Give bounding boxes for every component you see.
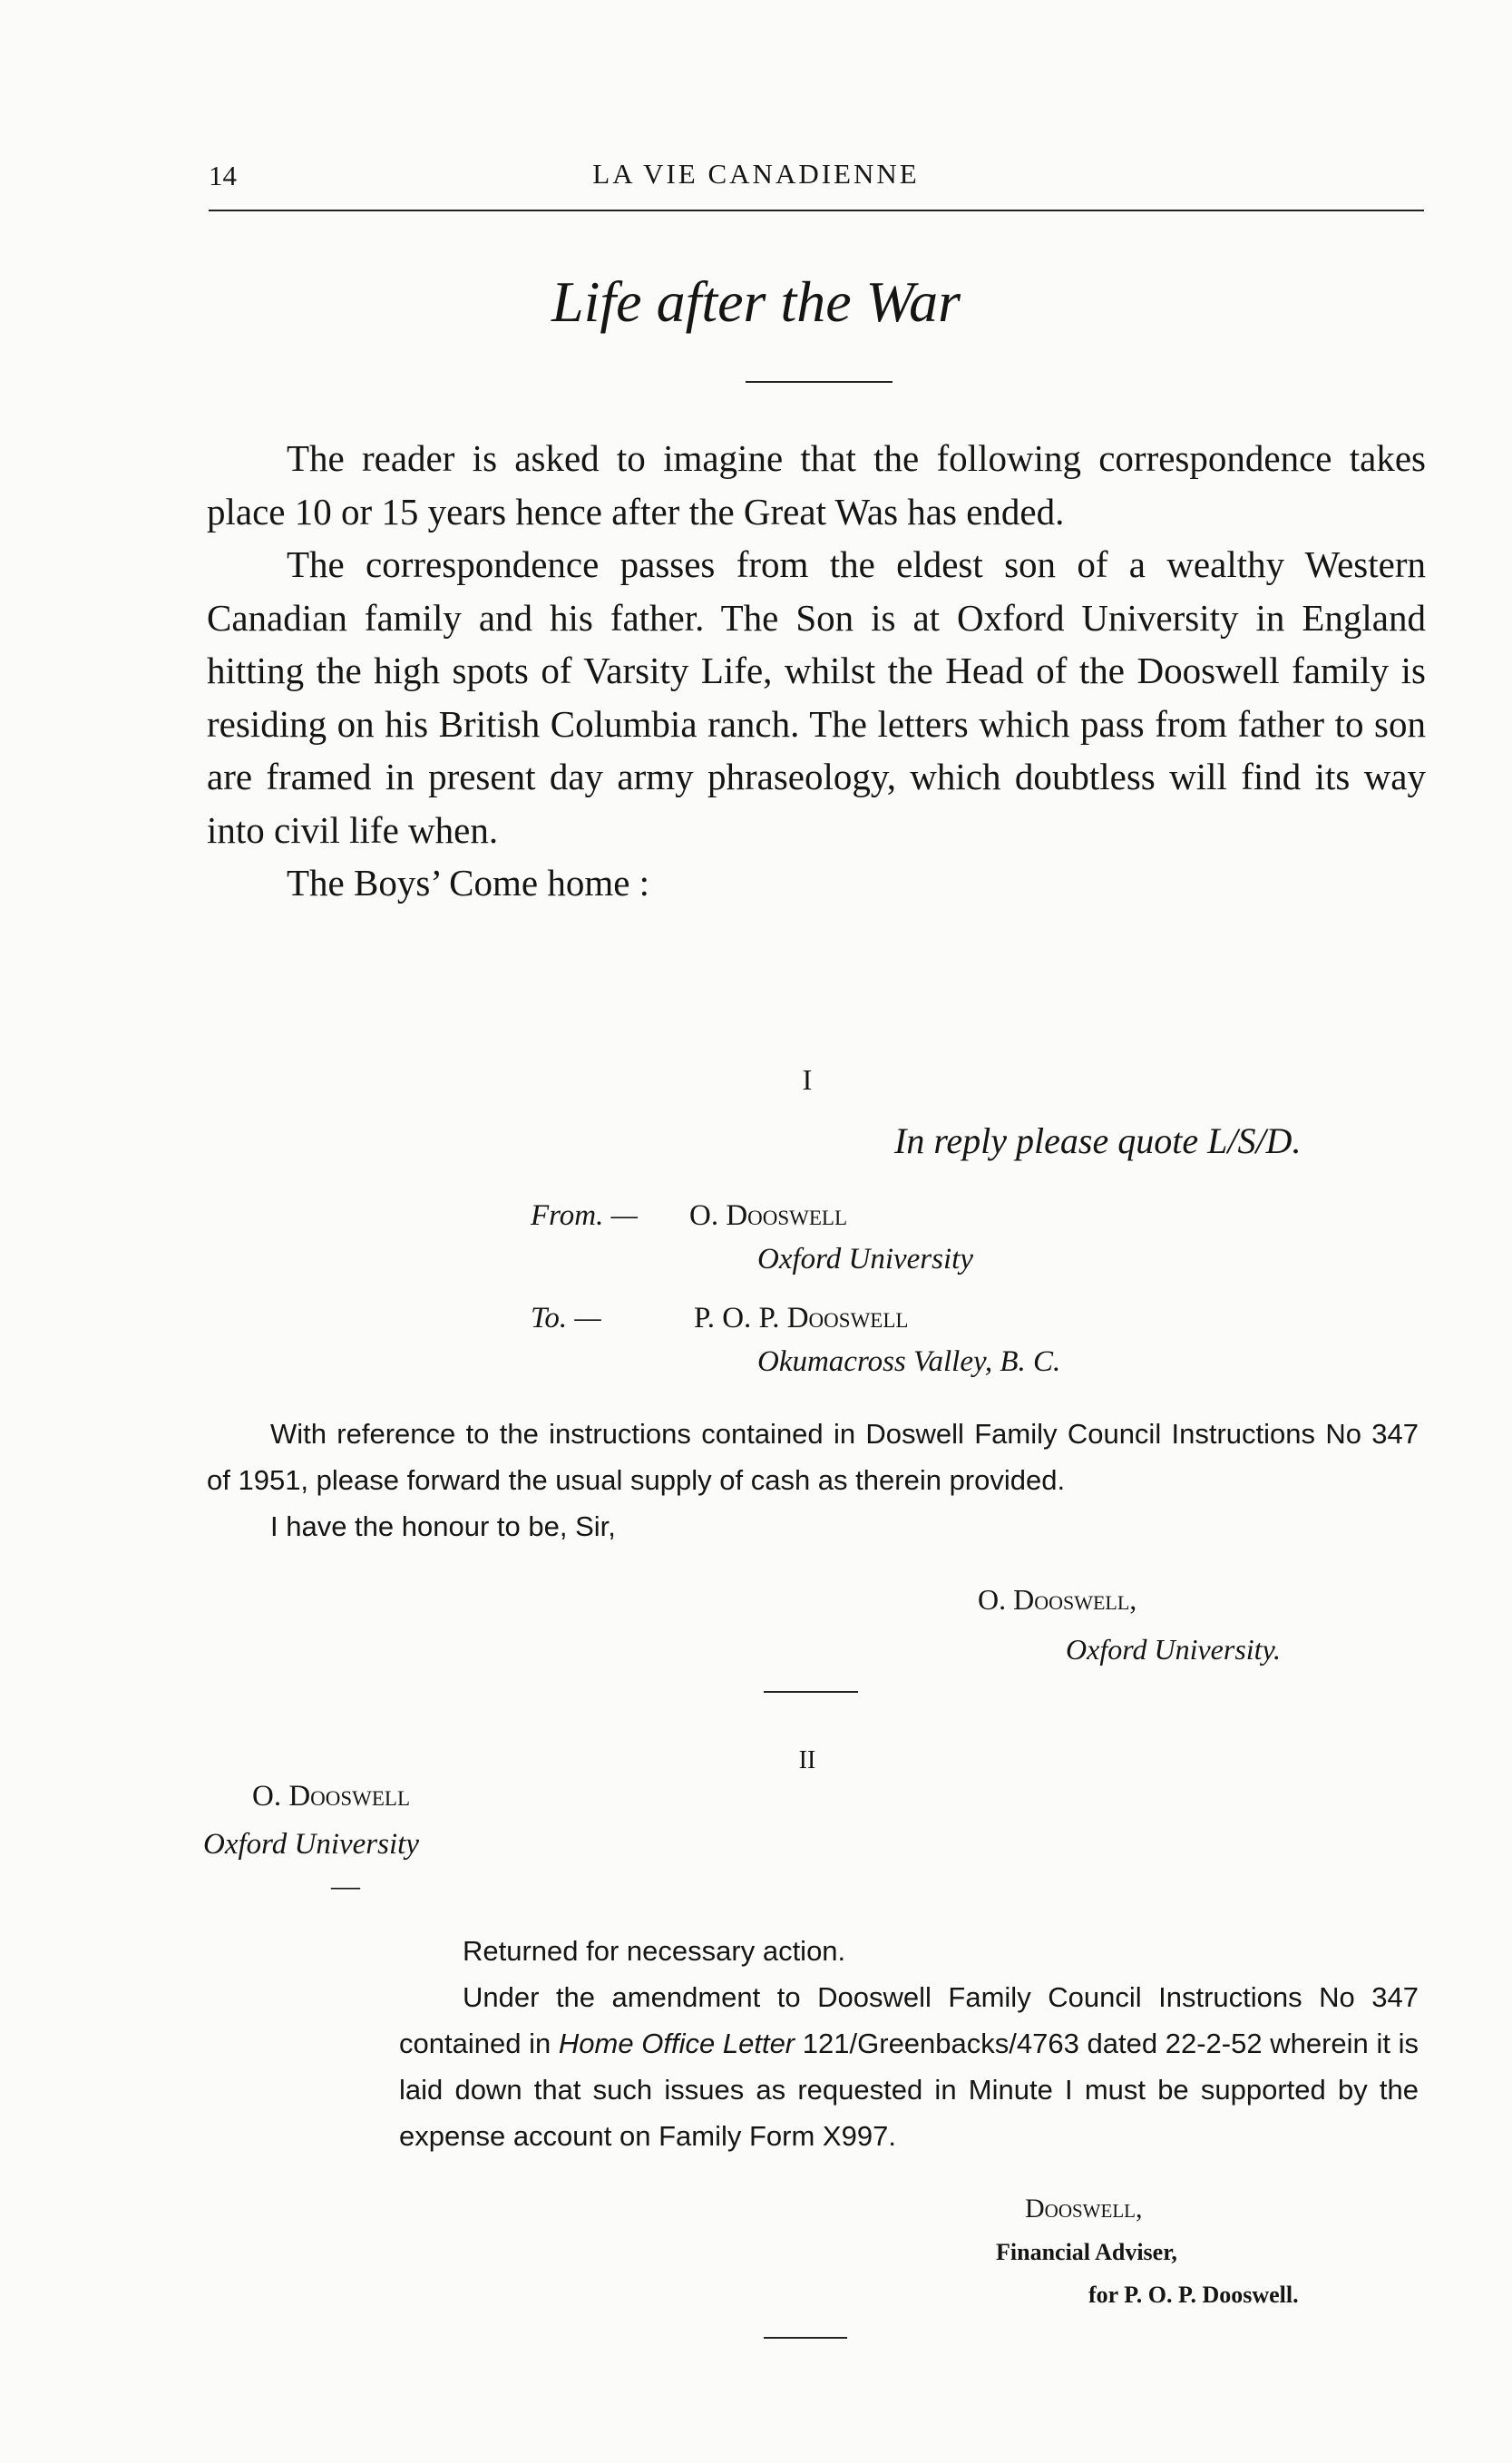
from-place: Oxford University	[757, 1243, 973, 1275]
addressee-place: Oxford University	[203, 1828, 419, 1861]
running-title: LA VIE CANADIENNE	[592, 158, 920, 190]
lead-in-paragraph: The Boys’ Come home :	[287, 862, 650, 904]
letter-divider	[764, 1691, 858, 1693]
from-label: From. —	[531, 1199, 638, 1232]
header-rule	[209, 210, 1424, 211]
letter-ii-line1: Returned for necessary action.	[463, 1935, 846, 1967]
letter-numeral-i: I	[802, 1063, 813, 1096]
letter-ii-signature-title: Financial Adviser,	[996, 2239, 1177, 2265]
closing-divider	[764, 2337, 847, 2339]
letter-ii-text	[399, 1974, 1419, 2159]
addressee-name: O. Dooswell	[252, 1780, 411, 1813]
letter-ii-signature-name: Dooswell,	[1025, 2194, 1143, 2224]
from-name: O. Dooswell	[689, 1199, 848, 1232]
letter-i-signature-place: Oxford University.	[1066, 1633, 1281, 1666]
letter-i-body	[207, 1411, 1419, 1549]
context-paragraph: The correspondence passes from the eldest son of a wealthy Western Canadian family and his father. The Son is at Oxford University in England hitting the high spots of Varsity Life, whilst the Head of the Dooswell family is residing on his British Columbia ranch. The letters which pass from father to son are framed in present day army phraseology, which doubtless will find its way into civil life when.	[207, 543, 1426, 851]
article-title: Life after the War	[551, 269, 961, 334]
page-number: 14	[209, 160, 237, 191]
to-name: P. O. P. Dooswell	[694, 1302, 909, 1334]
reference-line: In reply please quote L/S/D.	[894, 1120, 1302, 1161]
letter-ii-body	[399, 1928, 1419, 2159]
letter-numeral-ii: II	[798, 1746, 816, 1774]
to-label: To. —	[531, 1302, 601, 1334]
letter-i-closing: I have the honour to be, Sir,	[270, 1510, 616, 1542]
letter-i-text: With reference to the instructions contained in Doswell Family Council Instructions No 347 of 1951, please forward the usual supply of cash as therein provided.	[207, 1418, 1419, 1496]
article-body	[207, 432, 1426, 910]
addressee-dash: —	[331, 1869, 360, 1901]
intro-paragraph: The reader is asked to imagine that the following correspondence takes place 10 or 15 years hence after the Great Was has ended.	[207, 437, 1426, 533]
home-office-letter: Home Office Letter	[558, 2028, 795, 2059]
letter-ii-text-start: Under the amendment to Dooswell Family Council Instructions No 347 contained in	[399, 1981, 1419, 2059]
to-place: Okumacross Valley, B. C.	[757, 1345, 1061, 1378]
title-divider	[746, 381, 893, 383]
letter-i-signature-name: O. Dooswell,	[978, 1583, 1137, 1616]
letter-ii-signature-for: for P. O. P. Dooswell.	[1088, 2282, 1299, 2308]
letter-ii-text-end: 121/Greenbacks/4763 dated 22-2-52 wherein it is laid down that such issues as requested in Minute I must be supported by the expense account on Family Form X997.	[399, 2028, 1419, 2152]
